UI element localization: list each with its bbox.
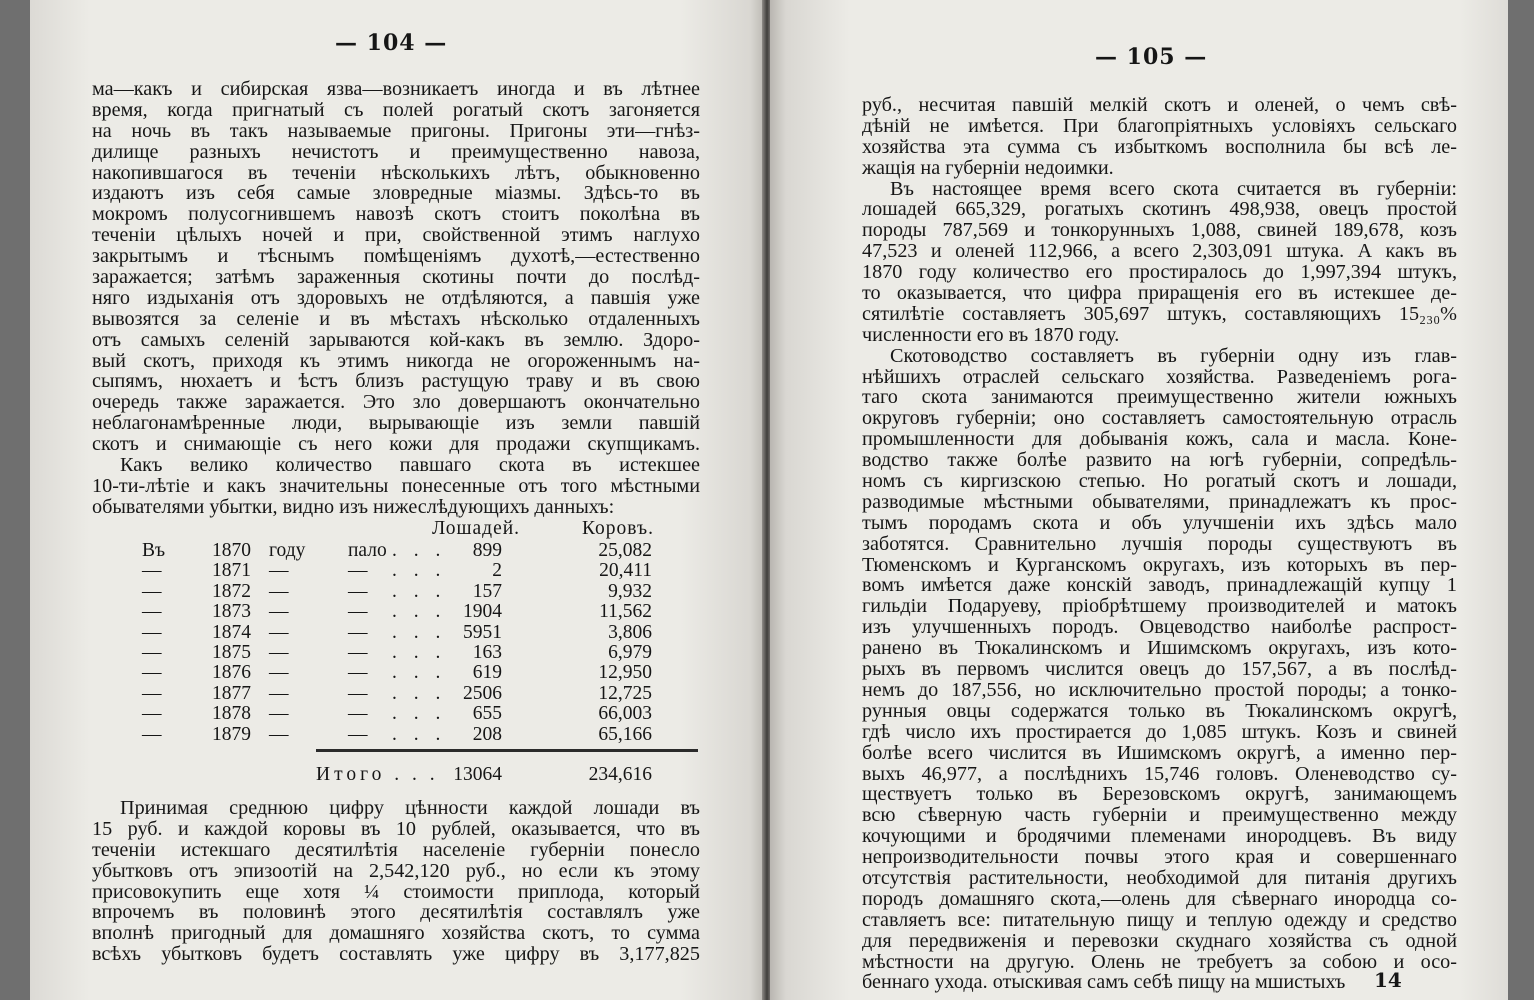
total-cows: 234,616 <box>588 764 652 785</box>
row-horses: 157 <box>472 580 502 602</box>
page-number-right: — 105 — <box>1095 44 1208 70</box>
row-horses: 208 <box>472 723 502 745</box>
right-text <box>862 95 1457 993</box>
text-line: 10-ти-лѣтіе и какъ значительны понесенные отъ того мѣстными <box>92 474 700 497</box>
text-line: отсутствія растительности, необходимой для питанія другихъ <box>862 866 1457 889</box>
row-prefix: — <box>142 703 162 725</box>
text-line: вполнѣ пригодный для домашняго хозяйства скотъ, то сумма <box>92 922 700 945</box>
row-cows: 11,562 <box>599 601 652 623</box>
text-line: очередь также заражается. Это зло довершаютъ окончательно <box>92 391 700 414</box>
row-word: — <box>348 580 368 602</box>
row-cows: 25,082 <box>598 540 652 561</box>
row-prefix: Въ <box>142 540 166 561</box>
text-line: Тюменскомъ и Курганскомъ округахъ, изъ которыхъ въ пер- <box>862 553 1457 576</box>
row-year: 1871 <box>212 560 251 582</box>
row-cows: 66,003 <box>598 703 652 725</box>
row-horses: 1904 <box>463 601 502 623</box>
text-line: обывателями убытки, видно изъ нижеслѣдующихъ данныхъ: <box>92 495 615 518</box>
text-line: присовокупить еще хотя ¼ стоимости приплода, который <box>92 880 700 903</box>
table-row <box>92 724 702 744</box>
text-line: на ночь въ такъ называемые пригоны. Пригоны эти—гнѣз- <box>92 119 700 142</box>
text-line: издаютъ изъ себя самые зловредные міазмы. Здѣсь-то въ <box>92 182 700 205</box>
row-horses: 619 <box>472 662 502 684</box>
table-row <box>92 560 702 580</box>
text-line: номъ съ киргизскою степью. Но рогатый скотъ и лошади, <box>862 470 1457 493</box>
table-row <box>92 642 702 662</box>
text-line: накопившагося въ теченіи нѣсколькихъ лѣтъ, обыкновенно <box>92 161 700 184</box>
text-line: немъ до 187,556, но исключительно простой породы; а тонко- <box>862 678 1457 701</box>
text-line: непроизводительности почвы этого края и совершеннаго <box>862 846 1457 869</box>
row-word: году <box>269 540 306 561</box>
row-year: 1879 <box>212 723 251 745</box>
row-word: — <box>348 703 368 725</box>
row-word: — <box>348 601 368 623</box>
text-line: ставляетъ все: питательную пищу и теплую одежду и средство <box>862 908 1457 931</box>
livestock-loss-table <box>92 518 702 785</box>
row-word: — <box>269 682 289 704</box>
row-word: — <box>348 662 368 684</box>
row-word: — <box>269 662 289 684</box>
text-line: всѣхъ убытковъ будетъ составлять уже цифру въ 3,177,825 <box>92 943 700 966</box>
row-dots: . . . <box>392 682 447 704</box>
left-text-top <box>92 79 700 518</box>
text-line: гильдіи Подаруеву, пріобрѣтшему производителей и матокъ <box>862 595 1457 618</box>
row-prefix: — <box>142 682 162 704</box>
text-line: нѣйшихъ отраслей сельскаго хозяйства. Разведеніемъ рога- <box>862 365 1457 388</box>
row-word: — <box>348 560 368 582</box>
table-row <box>92 703 702 723</box>
text-line: убытковъ отъ эпизоотій на 2,542,120 руб., но если къ этому <box>92 859 700 882</box>
text-line: болѣе всего числится въ Ишимскомъ округѣ, а именно пер- <box>862 741 1457 764</box>
text-line: Какъ велико количество павшаго скота въ истекшее <box>120 454 700 477</box>
text-line: 1870 году количество его простиралось до 1,997,394 штукъ, <box>862 261 1457 284</box>
row-horses: 2506 <box>463 682 502 704</box>
row-horses: 5951 <box>463 621 502 643</box>
row-year: 1873 <box>212 601 251 623</box>
row-horses: 655 <box>472 703 502 725</box>
text-line: дилище разныхъ нечистотъ и преимущественно навоза, <box>92 140 700 163</box>
text-line: ранено въ Тюкалинскомъ и Ишимскомъ округахъ, изъ кото- <box>862 637 1457 660</box>
table-row <box>92 662 702 682</box>
left-text-bottom <box>92 798 700 965</box>
text-line: рунныя овцы содержатся только въ Тюкалинскомъ округѣ, <box>862 699 1457 722</box>
text-line: разводимые мѣстными обывателями, принадлежатъ къ прос- <box>862 490 1457 513</box>
text-line: хозяйства эта сумма съ избыткомъ восполнила бы всѣ ле- <box>862 135 1457 158</box>
row-word: — <box>269 723 289 745</box>
total-rule <box>316 749 698 752</box>
header-cows: Коровъ. <box>582 518 654 539</box>
header-horses: Лошадей. <box>432 518 521 539</box>
left-page <box>30 0 764 1000</box>
text-line: выхъ 46,977, а послѣднихъ 15,746 головъ. Оленеводство су- <box>862 762 1457 785</box>
text-line: таго скота занимаются преимущественно жители южныхъ <box>862 386 1457 409</box>
text-line: то оказывается, что цифра приращенія его въ истекшее де- <box>862 282 1457 305</box>
row-word: — <box>269 703 289 725</box>
row-prefix: — <box>142 580 162 602</box>
text-line: изъ улучшенныхъ породъ. Овцеводство наиболѣе распрост- <box>862 616 1457 639</box>
row-cows: 6,979 <box>608 641 652 663</box>
row-prefix: — <box>142 662 162 684</box>
row-horses: 163 <box>472 641 502 663</box>
row-word: — <box>348 621 368 643</box>
row-dots: . . . <box>392 662 447 684</box>
right-page <box>770 0 1508 1000</box>
table-row <box>92 540 702 560</box>
row-word: — <box>269 621 289 643</box>
row-cows: 3,806 <box>608 621 652 643</box>
row-year: 1877 <box>212 682 251 704</box>
text-line: беннаго ухода. отыскивая самъ себѣ пищу на мшистыхъ <box>862 971 1346 994</box>
text-line: вомъ имѣется даже конскій заводъ, принадлежащій купцу 1 <box>862 574 1457 597</box>
row-horses: 2 <box>492 560 502 582</box>
text-line: породъ домашняго скота,—олень для сѣвернаго инородца со- <box>862 887 1457 910</box>
text-line: водство также болѣе развито на югѣ губерніи, сопредѣль- <box>862 449 1457 472</box>
text-line: заботятся. Сравнительно лучшія породы существуютъ въ <box>862 532 1457 555</box>
text-line: 15 руб. и каждой коровы въ 10 рублей, оказывается, что въ <box>92 817 700 840</box>
text-line: ма—какъ и сибирская язва—возникаетъ иногда и въ лѣтнее <box>92 78 700 100</box>
row-word: — <box>269 580 289 602</box>
table-row <box>92 683 702 703</box>
row-prefix: — <box>142 641 162 663</box>
table-row <box>92 601 702 621</box>
row-cows: 65,166 <box>598 723 652 745</box>
row-year: 1874 <box>212 621 251 643</box>
row-dots: . . . <box>392 540 447 561</box>
text-line: жащія на губерніи недоимки. <box>862 156 1114 179</box>
text-line: няго издыханія отъ здоровыхъ не отдѣляются, а павшія уже <box>92 286 700 309</box>
text-line: кочующими и бродячими племенами инородцевъ. Въ виду <box>862 825 1457 848</box>
text-line: промышленности для добыванія кожъ, сала и масла. Коне- <box>862 428 1457 451</box>
text-line: дѣній не имѣется. При благопріятныхъ условіяхъ сельскаго <box>862 114 1457 137</box>
text-line: мѣстности на другую. Олень не требуетъ за собою и осо- <box>862 950 1457 973</box>
row-dots: . . . <box>392 641 447 663</box>
row-cows: 20,411 <box>599 560 652 582</box>
text-line: неблагонамѣренные люди, вырывающіе изъ земли павшій <box>92 412 700 435</box>
row-cows: 12,950 <box>598 662 652 684</box>
row-dots: . . . <box>392 621 447 643</box>
total-horses: 13064 <box>453 764 502 785</box>
total-row <box>92 764 702 786</box>
row-cows: 12,725 <box>598 682 652 704</box>
table-row <box>92 622 702 642</box>
row-dots: . . . <box>392 560 447 582</box>
text-line: отъ самыхъ селеній зарываются кой-какъ въ землю. Здоро- <box>92 328 700 351</box>
row-prefix: — <box>142 723 162 745</box>
row-year: 1870 <box>212 540 251 561</box>
text-line: 47,523 и оленей 112,966, а всего 2,303,091 штука. А какъ въ <box>862 240 1457 263</box>
row-prefix: — <box>142 560 162 582</box>
text-line: заражается; затѣмъ зараженныя скотины почти до послѣд- <box>92 266 700 289</box>
text-line: породы 787,569 и тонкорунныхъ 1,088, свиней 189,678, козъ <box>862 219 1457 242</box>
text-line: руб., несчитая павшій мелкій скотъ и оленей, о чемъ свѣ- <box>862 94 1457 116</box>
text-line: Принимая среднюю цифру цѣнности каждой лошади въ <box>120 797 700 819</box>
row-year: 1875 <box>212 641 251 663</box>
row-year: 1872 <box>212 580 251 602</box>
row-dots: . . . <box>392 703 447 725</box>
row-dots: . . . <box>392 723 447 745</box>
page-number-left: — 104 — <box>335 30 448 56</box>
row-prefix: — <box>142 621 162 643</box>
table-row <box>92 581 702 601</box>
text-line: для передвиженія и перевозки скуднаго хозяйства съ одной <box>862 929 1457 952</box>
text-line: Въ настоящее время всего скота считается въ губерніи: <box>890 177 1457 200</box>
row-word: — <box>348 641 368 663</box>
text-line: Скотоводство составляетъ въ губерніи одну изъ глав- <box>890 344 1457 367</box>
text-line: время, когда пригнатый съ полей рогатый скотъ загоняется <box>92 98 700 121</box>
text-line: всю сѣверную часть губерніи и преимущественно между <box>862 804 1457 827</box>
row-word: — <box>269 641 289 663</box>
text-line: теченіи истекшаго десятилѣтія населеніе губерніи понесло <box>92 838 700 861</box>
row-dots: . . . <box>392 580 447 602</box>
row-word: пало <box>348 540 387 561</box>
text-line: тымъ породамъ скота и объ улучшеніи ихъ здѣсь мало <box>862 511 1457 534</box>
text-line: численности его въ 1870 году. <box>862 323 1120 346</box>
text-line: теченіи цѣлыхъ ночей и при, свойственной этимъ наглухо <box>92 224 700 247</box>
text-line: ществуетъ только въ Березовскомъ округѣ, занимающемъ <box>862 783 1457 806</box>
row-word: — <box>269 601 289 623</box>
text-line: вый скотъ, приходя къ этимъ никогда не огороженнымъ на- <box>92 349 700 372</box>
text-line: скотъ и снимающіе съ него кожи для продажи скупщикамъ. <box>92 433 700 456</box>
row-word: — <box>348 682 368 704</box>
row-word: — <box>269 560 289 582</box>
row-dots: . . . <box>392 601 447 623</box>
row-year: 1878 <box>212 703 251 725</box>
text-line: лошадей 665,329, рогатыхъ скотинъ 498,938, овецъ простой <box>862 198 1457 221</box>
text-line: рыхъ въ первомъ числится овецъ до 157,567, а въ послѣд- <box>862 658 1457 681</box>
row-cows: 9,932 <box>608 580 652 602</box>
text-line: сыпямъ, нюхаетъ и ѣстъ близъ растущую траву и въ свою <box>92 370 700 393</box>
signature-mark: 14 <box>1374 968 1402 992</box>
text-line: сятилѣтіе составляетъ 305,697 штукъ, составляющихъ 15₂₃₀% <box>862 302 1457 325</box>
table-rows <box>92 540 702 744</box>
row-word: — <box>348 723 368 745</box>
text-line: мокромъ полусогнившемъ навозѣ скотъ стоитъ поколѣна въ <box>92 203 700 226</box>
text-line: гдѣ число ихъ простирается до 1,085 штукъ. Козъ и свиней <box>862 720 1457 743</box>
text-line: округовъ губерніи; оно составляетъ самостоятельную отрасль <box>862 407 1457 430</box>
table-header <box>92 518 702 540</box>
text-line: впрочемъ въ половинѣ этого десятилѣтія составлялъ уже <box>92 901 700 924</box>
row-year: 1876 <box>212 662 251 684</box>
row-prefix: — <box>142 601 162 623</box>
text-line: закрытымъ и тѣснымъ помѣщеніямъ духотѣ,—естественно <box>92 245 700 268</box>
total-label: Итого . . . <box>316 764 439 785</box>
row-horses: 899 <box>472 540 502 561</box>
text-line: вывозятся за селеніе и въ мѣстахъ нѣсколько отдаленныхъ <box>92 307 700 330</box>
